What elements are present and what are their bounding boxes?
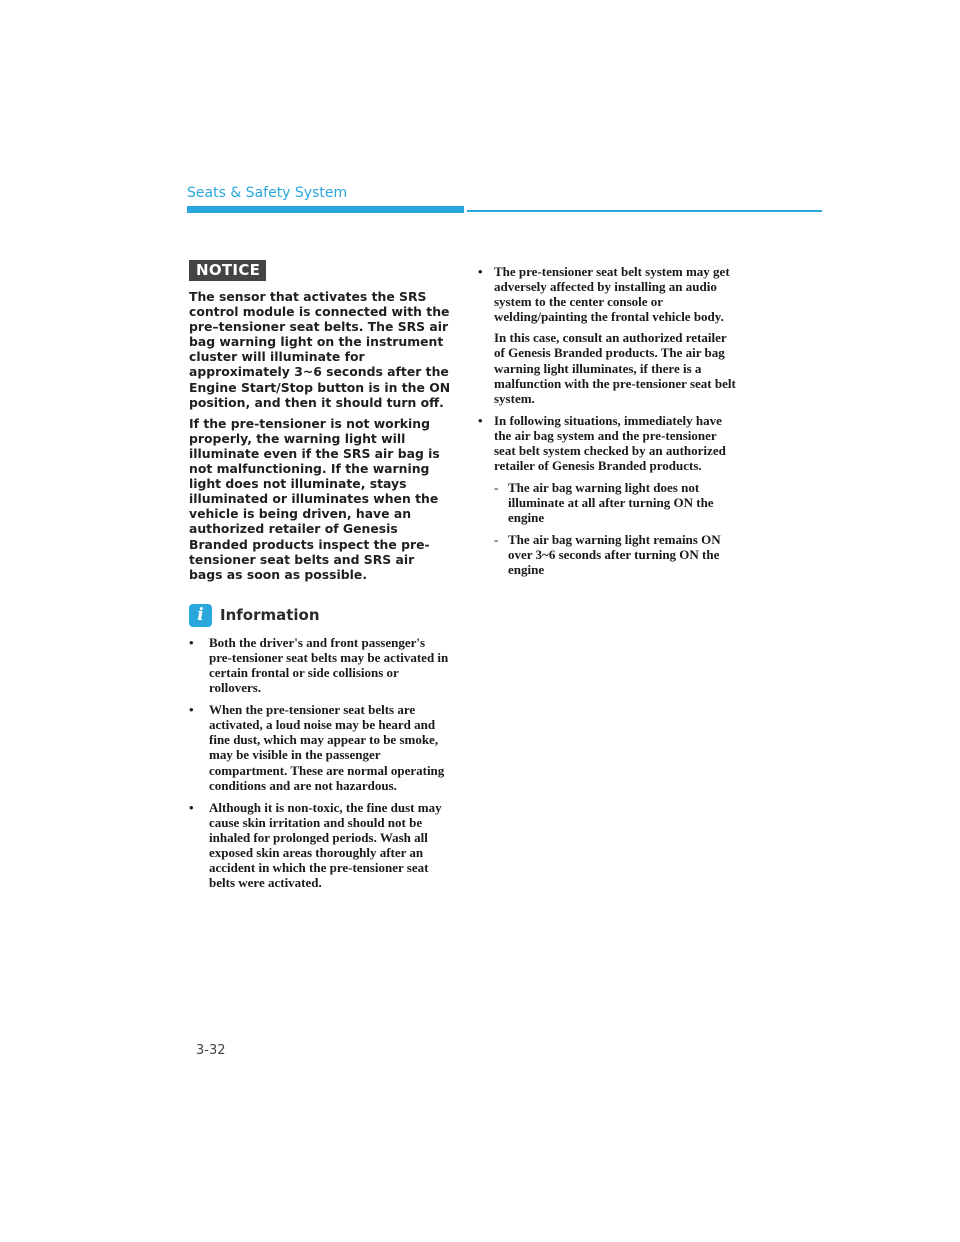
notice-box xyxy=(189,260,451,582)
left-column xyxy=(189,260,451,897)
right-column xyxy=(478,264,740,584)
dash-item: - The air bag warning light remains ON over 3~6 seconds after turning ON the engine xyxy=(494,532,740,577)
list-item: • Both the driver's and front passenger's pre-tensioner seat belts may be activated in certain frontal or side collisions or rollovers. xyxy=(189,635,451,695)
page-number: 3-32 xyxy=(196,1043,226,1058)
list-item: • Although it is non-toxic, the fine dust may cause skin irritation and should not be inhaled for prolonged periods. Wash all exposed skin areas thoroughly after an accident in which the pre-tensioner seat belts were activated. xyxy=(189,800,451,891)
bullet-subparagraph: In this case, consult an authorized retailer of Genesis Branded products. The air bag warning light illuminates, if there is a malfunction with the pre-tensioner seat belt system. xyxy=(494,330,736,406)
header-rule-thick xyxy=(187,206,464,213)
list-item: • When the pre-tensioner seat belts are activated, a loud noise may be heard and fine dust, which may appear to be smoke, may be visible in the passenger compartment. These are normal operating conditions and are not hazardous. xyxy=(189,702,451,793)
notice-paragraph: If the pre-tensioner is not working properly, the warning light will illuminate even if the SRS air bag is not malfunctioning. If the warning light does not illuminate, stays illuminated or illuminates when the vehicle is being driven, have an authorized retailer of Genesis Branded products inspect the pre-tensioner seat belts and SRS air bags as soon as possible. xyxy=(189,415,440,582)
notice-paragraph: The sensor that activates the SRS control module is connected with the pre–tensioner seat belts. The SRS air bag warning light on the instrument cluster will illuminate for approximately 3~6 seconds after the Engine Start/Stop button is in the ON position, and then it should turn off. xyxy=(189,289,451,410)
info-icon: i xyxy=(189,604,212,627)
list-item xyxy=(478,413,740,577)
section-title: Seats & Safety System xyxy=(187,185,348,201)
dash-item: - The air bag warning light does not illuminate at all after turning ON the engine xyxy=(494,480,740,525)
information-header xyxy=(189,604,451,627)
notice-text xyxy=(189,289,451,582)
right-bullet-list xyxy=(478,264,740,577)
information-box xyxy=(189,604,451,891)
information-title: Information xyxy=(220,606,320,625)
dash-list xyxy=(494,480,740,577)
information-list xyxy=(189,635,451,891)
bullet-text: In following situations, immediately have the air bag system and the pre-tensioner seat belt system checked by an authorized retailer of Genesis Branded products. xyxy=(494,412,726,474)
list-item xyxy=(478,264,740,406)
notice-badge: NOTICE xyxy=(189,260,266,281)
bullet-text: The pre-tensioner seat belt system may get adversely affected by installing an audio system to the center console or welding/painting the frontal vehicle body. xyxy=(494,264,730,325)
header-rule-thin xyxy=(467,210,822,212)
